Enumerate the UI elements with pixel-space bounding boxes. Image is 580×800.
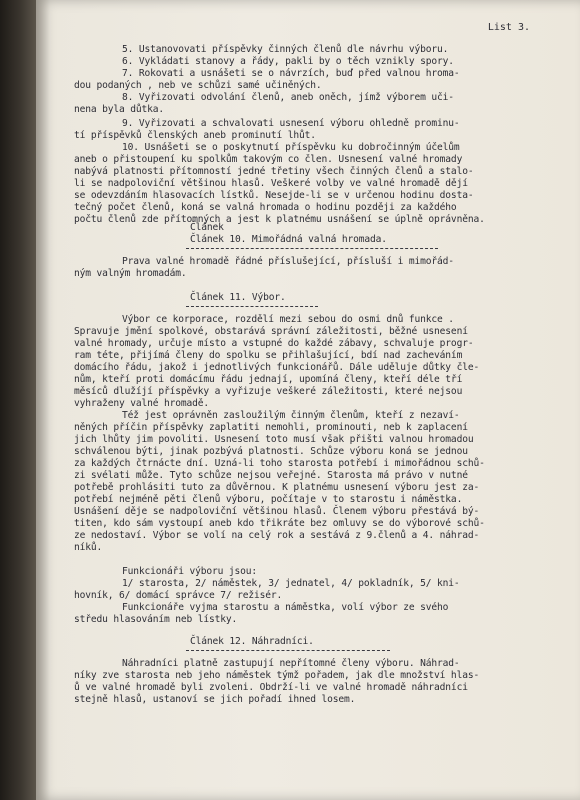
item-9: 9. Vyřizovati a schvalovati usnesení výboru ohledně prominu- [122, 118, 460, 129]
article-12-text: ů ve valné hromadě byli zvoleni. Obdrží-li ve valné hromadě náhradníci [74, 682, 468, 693]
article-11-text: potřebí nejméně pěti členů výboru, počítaje v to starostu i náměstka. [74, 494, 463, 505]
item-10: 10. Usnášeti se o poskytnutí příspěvku ku dobročinným účelům [122, 142, 460, 153]
sheet-number: List 3. [487, 22, 530, 33]
item-7-cont: dou podaných , neb ve schůzi samé učiněných. [74, 80, 322, 91]
item-7: 7. Rokovati a usnášeti se o návrzích, buď před valnou hroma- [122, 68, 460, 79]
article-11-text: měsíců dlužíjí příspěvky a vyřizuje veškeré záležitosti, které nejsou [74, 386, 463, 397]
article-11-text: za každých čtrnácte dní. Uzná-li toho starosta potřebí i mimořádnou schů- [74, 458, 485, 469]
article-11-text: zi svélati může. Tyto schůze nejsou veřejné. Starosta má právo v nutné [74, 470, 468, 481]
article-11-text: valné hromady, určuje místo a vstupné do každé zábavy, schvaluje progr- [74, 338, 474, 349]
article-10-text: Prava valné hromadě řádné příslušející, přísluší i mimořád- [122, 256, 454, 267]
article-10-title: Článek 10. Mimořádná valná hromada. [190, 234, 387, 245]
article-11-text: vyhraženy valné hromadě. [74, 398, 210, 409]
functionaries-list: 1/ starosta, 2/ náměstek, 3/ jednatel, 4/ pokladník, 5/ kni- [122, 578, 460, 589]
article-11-text: titen, kdo sám vystoupí aneb kdo třikráte bez omluvy se do výborové schů- [74, 518, 485, 529]
functionaries-text: středu hlasováním neb lístky. [74, 614, 238, 625]
article-10-text: ným valným hromadám. [74, 268, 187, 279]
typewritten-page [36, 0, 580, 800]
article-12-text: stejně hlasů, ustanoví se jich pořadí ihned losem. [74, 694, 356, 705]
article-11-text: nům, kteří proti domácímu řádu jednají, upomíná členy, kteří déle tří [74, 374, 463, 385]
item-5: 5. Ustanovovati příspěvky činných členů dle návrhu výboru. [122, 44, 449, 55]
item-10-line: se odevzdáním hlasovacích lístků. Nesejde-li se v určenou hodinu dosta- [74, 190, 474, 201]
article-12-title: Článek 12. Náhradníci. [190, 636, 314, 647]
article-11-text: ram téte, přijímá členy do spolku se přihlašující, bdí nad zacheváním [74, 350, 463, 361]
article-12-text: níky zve starosta neb jeho náměstek týmž pořadem, jak dle množství hlas- [74, 670, 480, 681]
article-11-text: níků. [74, 542, 103, 553]
item-10-line: tečný počet členů, koná se valná hromada o hodinu později za každého [74, 202, 457, 213]
functionaries-list: hovník, 6/ domácí správce 7/ režisér. [74, 590, 283, 601]
article-11-title: Článek 11. Výbor. [190, 292, 286, 303]
article-11-text: něných příčin příspěvky zaplatiti nemohli, prominouti, neb k zaplacení [74, 422, 468, 433]
book-spine-shadow [0, 0, 36, 800]
article-11-text: schválenou býti, jinak pozbývá platnosti. Schůze výboru koná se jednou [74, 446, 468, 457]
article-11-text: Výbor ce korporace, rozdělí mezi sebou do osmi dnů funkce . [122, 314, 454, 325]
article-11-text: jich lhůty jim povoliti. Usnesení toto musí však přišti valnou hromadou [74, 434, 474, 445]
item-10-line: li se nadpoloviční většinou hlasů. Veškeré volby ve valné hromadě dějí [74, 178, 468, 189]
article-12-text: Náhradníci platně zastupují nepřítomné členy výboru. Náhrad- [122, 658, 460, 669]
item-10-line: aneb o přistoupení ku spolkům takovým co člen. Usnesení valné hromady [74, 154, 463, 165]
article-11-text: Též jest oprávněn zasloužilým činným členům, kteří z nezaví- [122, 410, 460, 421]
item-6: 6. Vykládati stanovy a řády, pakli by o těch vznikly spory. [122, 56, 454, 67]
article-heading-fragment: Článek [190, 222, 224, 233]
article-11-text: Spravuje jmění spolkové, obstarává správní záležitosti, běžné usnesení [74, 326, 468, 337]
item-8: 8. Vyřizovati odvolání členů, aneb oněch, jímž výborem uči- [122, 92, 454, 103]
title-underline [186, 650, 390, 651]
item-8-cont: nena byla důtka. [74, 104, 165, 115]
title-underline [186, 306, 318, 307]
item-10-line: počtu členů zde přítomných a jest k platnému usnášení se úplně oprávněna. [74, 214, 485, 225]
article-11-text: ze nedostaví. Výbor se volí na celý rok a sestává z 9.členů a 4. náhrad- [74, 530, 480, 541]
functionaries-text: Funkcionáře vyjma starostu a náměstka, volí výbor ze svého [122, 602, 449, 613]
functionaries-heading: Funkcionáři výboru jsou: [122, 566, 258, 577]
title-underline [186, 248, 438, 249]
item-10-line: nabývá platnosti přítomností jedné třetiny všech činných členů a stalo- [74, 166, 474, 177]
article-11-text: domácího řádu, jakož i jednotlivých funkcionářů. Dále uděluje důtky čle- [74, 362, 480, 373]
item-9-cont: tí příspěvků členských aneb prominutí lhůt. [74, 130, 316, 141]
article-11-text: Usnášení děje se nadpoloviční většinou hlasů. Členem výboru přestává bý- [74, 506, 480, 517]
article-11-text: potřebě prohlásiti tuto za důvěrnou. K platnému usnesení výboru jest za- [74, 482, 480, 493]
